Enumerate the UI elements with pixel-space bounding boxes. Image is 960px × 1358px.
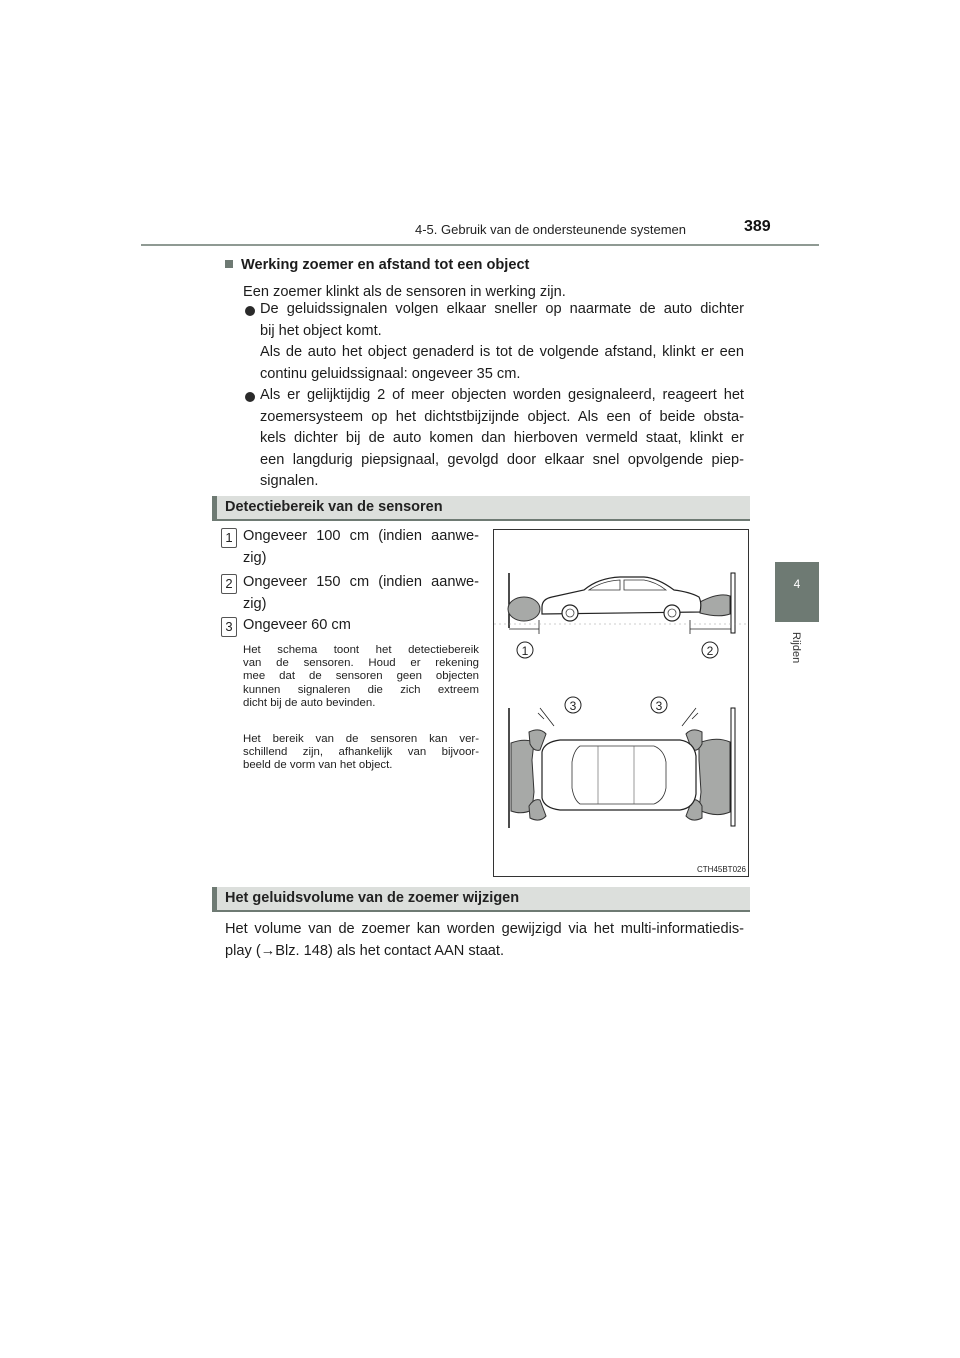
item-number-2: 2 <box>221 574 237 594</box>
chapter-tab <box>775 562 819 622</box>
buzzer-intro: Een zoemer klinkt als de sensoren in werking zijn. <box>243 284 566 300</box>
round-bullet-icon <box>245 306 255 316</box>
front-center-zone <box>699 739 730 814</box>
running-header-section: 4-5. Gebruik van de ondersteunende systemen <box>415 222 687 237</box>
figure-code: CTH45BT026 <box>697 865 746 874</box>
front-wheel <box>664 605 680 621</box>
volume-section-title: Het geluidsvolume van de zoemer wijzigen <box>225 890 520 906</box>
item-number-1: 1 <box>221 528 237 548</box>
volume-paragraph: Het volume van de zoemer kan worden gewijzigd via het multi-informatiedis- play (→Blz. 148) als het contact AAN staat. <box>225 921 744 959</box>
buzzer-bullet-1: De geluidssignalen volgen elkaar sneller op naarmate de auto dichter bij het object komt. Als de auto het object genaderd is tot de volgende afstand, klinkt er een continu geluidssignaal: ongeveer 35 cm. <box>260 301 744 382</box>
callout-3-right-label: 3 <box>655 699 663 713</box>
buzzer-heading: Werking zoemer en afstand tot een object <box>225 255 529 277</box>
detection-section-banner <box>212 496 750 519</box>
car-roof <box>572 746 666 804</box>
chapter-number: 4 <box>793 577 801 591</box>
front-wall-top <box>731 708 735 826</box>
range-item-3: Ongeveer 60 cm <box>243 617 351 633</box>
rear-wheel <box>562 605 578 621</box>
note-1: Het schema toont het detectiebereik van de sensoren. Houd er rekening mee dat de sensoren geen objecten kunnen signaleren die zich extreem dicht bij de auto bevinden. <box>243 644 479 709</box>
square-bullet-icon <box>225 260 233 268</box>
rear-center-zone <box>511 740 534 813</box>
callout-1-label: 1 <box>521 644 529 658</box>
sensor-range-diagram <box>494 530 748 876</box>
header-rule <box>141 244 819 246</box>
range-item-1: Ongeveer 100 cm (indien aanwe- zig) <box>243 528 479 566</box>
rear-detection-zone <box>508 597 540 621</box>
page-number: 389 <box>744 218 771 235</box>
buzzer-bullet-2: Als er gelijktijdig 2 of meer objecten worden gesignaleerd, reageert het zoemersysteem op het dichtstbijzijnde object. Als een of beide obsta- kels dichter bij de auto komen dan hierboven vermeld staat, klinkt er een langdurig piepsignaal, gevolgd door elkaar snel opvolgende piep- signalen. <box>260 387 744 489</box>
note-2: Het bereik van de sensoren kan ver- schillend zijn, afhankelijk van bijvoor- beeld de vorm van het object. <box>243 733 479 772</box>
detection-section-title: Detectiebereik van de sensoren <box>225 499 443 515</box>
round-bullet-icon <box>245 392 255 402</box>
volume-section-banner <box>212 887 750 910</box>
callout-2-label: 2 <box>706 644 714 658</box>
front-detection-zone <box>700 595 730 616</box>
range-item-2: Ongeveer 150 cm (indien aanwe- zig) <box>243 574 479 612</box>
side-view <box>494 573 748 658</box>
callout-3-left-label: 3 <box>569 699 577 713</box>
item-number-3: 3 <box>221 617 237 637</box>
top-view <box>509 697 735 828</box>
sensor-range-figure <box>493 529 749 877</box>
chapter-label: Rijden <box>790 632 802 664</box>
